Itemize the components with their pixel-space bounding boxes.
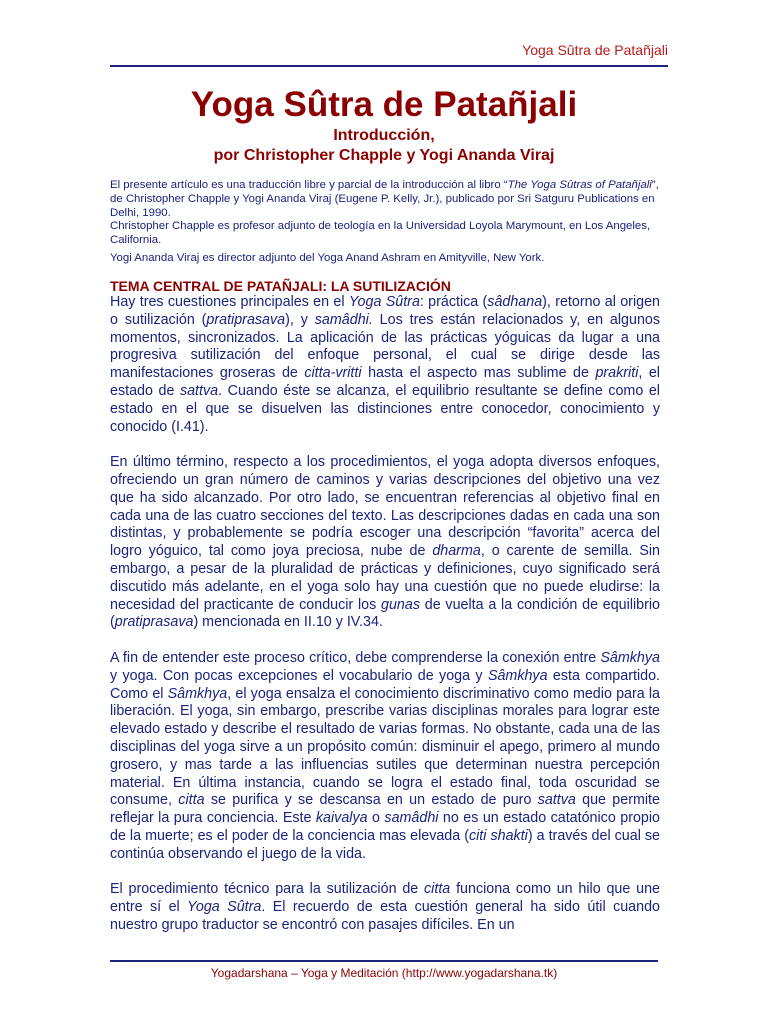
intro-text: El presente artículo es una traducción libre y parcial de la introducción al libro “ xyxy=(110,179,508,191)
italic-term: prakriti xyxy=(595,365,639,382)
paragraph-text: no es un estado catatónico propio de la muerte; es el poder de la conciencia mas elevada ( xyxy=(110,810,660,844)
running-header: Yoga Sûtra de Patañjali xyxy=(522,42,668,58)
italic-term: kaivalya xyxy=(315,810,368,827)
paragraph-text: . Cuando éste se alcanza, el equilibrio resultante se define como el estado en el que se disuelven las distinciones entre conocedor, conocimiento y conocido (I.41). xyxy=(110,382,660,435)
paragraph-text: funciona como un hilo que une entre sí el xyxy=(110,881,660,916)
paragraph-text: En último término, respecto a los procedimientos, el yoga adopta diversos enfoques, ofreciendo un gran número de caminos y varias descripciones del objetivo una vez que ha sido alcanzado. Por otro lado, se encuentran referencias al objetivo final en cada una de las cuatro secciones del texto. Las descripciones dadas en cada una son distintas, y probablemente se podría escoger una descripción “favorita” acerca del logro yóguico, tal como joya preciosa, nube de xyxy=(110,454,660,560)
paragraph-text: , el estado de xyxy=(110,365,660,399)
paragraph-text: ) mencionada en II.10 y IV.34. xyxy=(193,614,383,631)
book-title: The Yoga Sûtras of Patañjali xyxy=(507,179,652,191)
italic-term: citta-vritti xyxy=(304,365,362,382)
document-title: Yoga Sûtra de Patañjali xyxy=(190,85,578,124)
paragraph-text: y yoga. Con pocas excepciones el vocabulario de yoga y xyxy=(110,667,488,684)
intro-paragraph-3: Yogi Ananda Viraj es director adjunto del Yoga Anand Ashram en Amityville, New York. xyxy=(110,251,545,264)
italic-term: Yoga Sûtra xyxy=(187,899,262,916)
subtitle-line-2: por Christopher Chapple y Yogi Ananda Viraj xyxy=(213,147,555,164)
italic-term: Sâmkhya xyxy=(487,667,548,684)
italic-term: samâdhi xyxy=(384,810,439,827)
paragraph-text: Hay tres cuestiones principales en el xyxy=(110,294,349,310)
paragraph-text: que permite reflejar la pura conciencia. Este xyxy=(110,792,660,827)
document-subtitle xyxy=(0,126,768,166)
paragraph-text: : práctica ( xyxy=(419,294,488,310)
header-rule xyxy=(110,65,668,67)
paragraph-text: ), y xyxy=(285,311,315,328)
italic-term: Yoga Sûtra xyxy=(348,294,420,310)
paragraph-text: , el yoga ensalza el conocimiento discriminativo como medio para la liberación. El yoga, sin embargo, prescribe varias disciplinas morales para lograr este elevado estado y describe el resultado de varias formas. No obstante, cada una de las disciplinas del yoga sirve a un propósito común: disminuir el apego, primero al mundo grosero, y mas tarde a las influencias sutiles que determinan nuestra percepción material. En última instancia, cuando se logra el estado final, toda oscuridad se consume, xyxy=(110,685,660,809)
italic-term: gunas xyxy=(381,596,420,613)
paragraph-text: o xyxy=(367,810,385,827)
paragraph-text: , o carente de semilla. Sin embargo, a pesar de la pluralidad de prácticas y definiciones, cuyo significado será discutido más adelante, en el yoga solo hay una cuestión que no puede eludirse: la necesidad del practicante de conducir los xyxy=(110,543,660,613)
body-text xyxy=(110,294,660,952)
subtitle-line-1: Introducción, xyxy=(333,127,435,144)
italic-term: sattva xyxy=(537,792,576,809)
paragraph-text: A fin de entender este proceso crítico, debe comprenderse la conexión entre xyxy=(110,649,601,666)
italic-term: dharma xyxy=(432,543,481,560)
italic-term: pratiprasava xyxy=(114,614,194,631)
italic-term: pratiprasava xyxy=(206,311,286,328)
italic-term: Sâmkhya xyxy=(600,649,660,666)
italic-term: samâdhi. xyxy=(314,311,373,328)
paragraph-text: ), retorno al origen o sutilización ( xyxy=(110,294,660,328)
paragraph-text: Los tres están relacionados y, en algunos momentos, sincronizados. La aplicación de las prácticas yóguicas da lugar a una progresiva sutilización del enfoque personal, el cual se dirige desde las manifestaciones groseras de xyxy=(110,311,660,382)
paragraph-text: esta compartido. Como el xyxy=(110,667,660,702)
section-heading: TEMA CENTRAL DE PATAÑJALI: LA SUTILIZACIÓN xyxy=(110,278,451,294)
italic-term: citta xyxy=(178,792,205,809)
paragraph-text: se purifica y se descansa en un estado de puro xyxy=(204,792,538,809)
italic-term: sâdhana xyxy=(487,294,543,310)
paragraph-text: hasta el aspecto mas sublime de xyxy=(361,365,596,382)
body-paragraph xyxy=(110,294,660,436)
body-paragraph xyxy=(110,454,660,632)
italic-term: Sâmkhya xyxy=(167,685,228,702)
intro-text: ”, de Christopher Chapple y Yogi Ananda Viraj (Eugene P. Kelly, Jr.), publicado por Sri Satguru Publications en Delhi, 1990. xyxy=(110,179,659,219)
body-paragraph xyxy=(110,650,660,864)
paragraph-text: de vuelta a la condición de equilibrio ( xyxy=(110,596,661,631)
paragraph-text: ) a través del cual se continúa observando el juego de la vida. xyxy=(110,827,660,862)
intro-note xyxy=(110,179,660,266)
paragraph-text: El procedimiento técnico para la sutilización de xyxy=(110,881,425,898)
paragraph-text: . El recuerdo de esta cuestión general ha sido útil cuando nuestro grupo traductor se encontró con pasajes difíciles. En un xyxy=(110,899,660,933)
body-paragraph xyxy=(110,881,660,934)
intro-paragraph-1 xyxy=(110,179,660,220)
italic-term: sattva xyxy=(179,382,219,399)
italic-term: citta xyxy=(424,881,451,898)
page-footer: Yogadarshana – Yoga y Meditación (http://www.yogadarshana.tk) xyxy=(210,966,558,980)
footer-rule xyxy=(110,960,658,962)
italic-term: citi shakti xyxy=(468,827,528,844)
intro-paragraph-2: Christopher Chapple es profesor adjunto de teología en la Universidad Loyola Marymount, en Los Angeles, California. xyxy=(110,220,651,247)
